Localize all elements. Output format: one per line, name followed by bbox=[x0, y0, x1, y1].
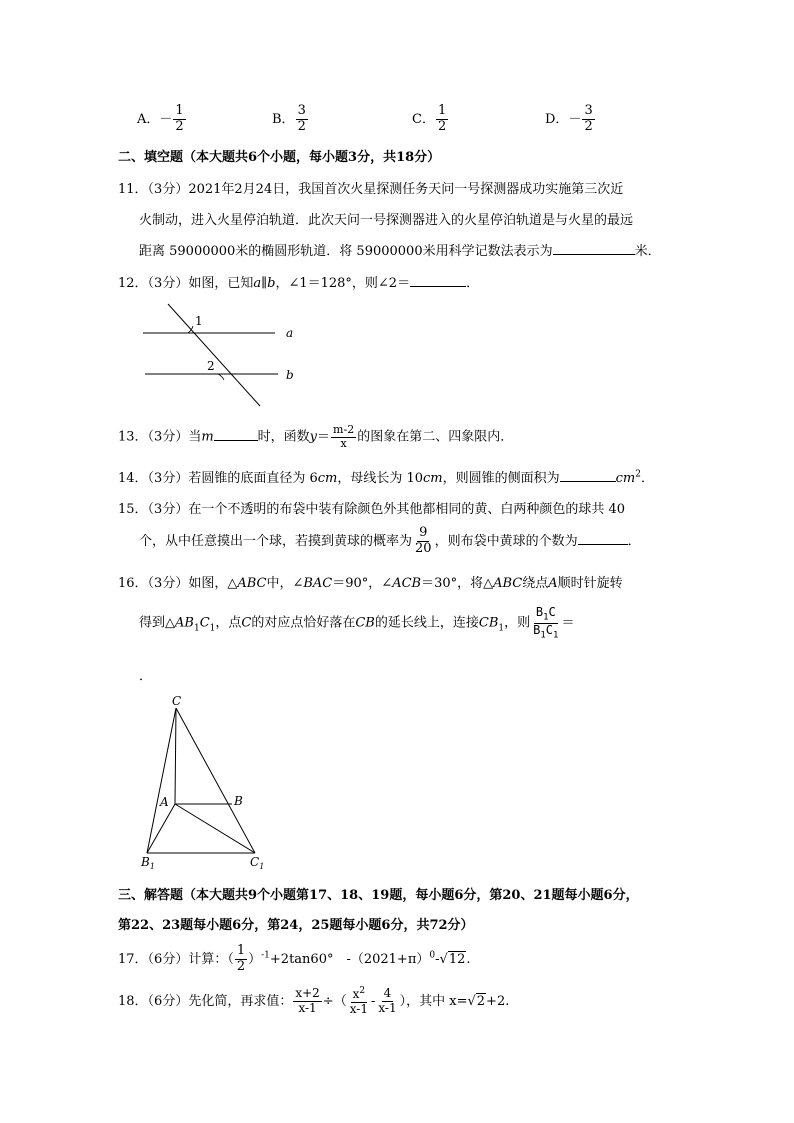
section3-title-line1: 三、解答题（本大题共9个小题第17、18、19题，每小题6分，第20、21题每小题6分， bbox=[118, 888, 639, 903]
fig12-label-2: 2 bbox=[207, 359, 215, 373]
seg-A-C1 bbox=[175, 804, 255, 853]
angle-2-arc bbox=[218, 374, 224, 380]
q14-answer-blank[interactable] bbox=[560, 469, 616, 482]
q13-answer-blank[interactable] bbox=[214, 428, 258, 441]
q18-text: 18．（6分）先化简，再求值： $\frac{x+2}{x-1}$ ÷（ $\frac{x^2}{x-1}$ - $\frac{4}{x-1}$ ），其中 x=√2+2. bbox=[118, 986, 510, 1016]
q13-text: 13．（3分）当m 时，函数y＝ $\frac{m-2}{x}$ 的图象在第二、四象限内． bbox=[118, 423, 514, 450]
q11-line1: 11．（3分）2021年2月24日，我国首次火星探测任务天问一号探测器成功实施第三次近 bbox=[118, 182, 624, 197]
seg-C-A bbox=[175, 708, 176, 804]
fig12-label-b: b bbox=[286, 368, 294, 382]
q10-option-c: C． $\frac{1}{2}$ bbox=[412, 103, 447, 134]
q16-line1: 16．（3分）如图，△ABC中，∠BAC＝90°，∠ACB＝30°，将△ABC绕点A顺时针旋转 bbox=[118, 576, 623, 591]
q17-text: 17．（6分）计算：（ $\frac{1}{2}$ ）$^{-1}$+2tan60° $-(2021+\pi)^0-√12$. bbox=[118, 943, 471, 974]
q10-option-a: A．－ $\frac{1}{2}$ bbox=[137, 103, 184, 134]
seg-C-B1 bbox=[147, 708, 176, 853]
q16-line3: ． bbox=[139, 669, 153, 684]
q15-line2: 个，从中任意摸出一个球，若摸到黄球的概率为 $\frac{9}{20}$ ，则布袋中黄球的个数为 ． bbox=[139, 525, 641, 556]
q12-answer-blank[interactable] bbox=[410, 274, 466, 287]
q11-line2: 火制动，进入火星停泊轨道．此次天问一号探测器进入的火星停泊轨道是与火星的最远 bbox=[139, 213, 634, 228]
q12-text: 12．（3分）如图，已知a∥b，∠1＝128°，则∠2＝ ． bbox=[118, 276, 480, 291]
fig16-label-B: B bbox=[234, 794, 243, 808]
q10-option-b: B． $\frac{3}{2}$ bbox=[272, 103, 306, 134]
q14-text: 14．（3分）若圆锥的底面直径为 6cm，母线长为 10cm，则圆锥的侧面积为 $cm^2$． bbox=[118, 469, 654, 486]
q10-option-d: D．－ $\frac{3}{2}$ bbox=[545, 103, 593, 134]
q16-line2: 得到$\triangle AB_1C_1$，点C的对应点恰好落在CB的延长线上，连接$CB_1$，则 $\frac{B_1C}{B_1C_1}$ ＝ bbox=[139, 605, 575, 641]
fig12-label-a: a bbox=[286, 326, 294, 340]
seg-A-B1 bbox=[147, 804, 175, 853]
q16-figure bbox=[138, 692, 278, 872]
seg-C-C1 bbox=[176, 708, 255, 853]
section2-title: 二、填空题（本大题共6个小题，每小题3分，共18分） bbox=[118, 150, 441, 165]
fig16-label-B1: $B_1$ bbox=[141, 855, 155, 871]
q11-answer-blank[interactable] bbox=[553, 242, 635, 255]
q11-line3: 距离 59000000米的椭圆形轨道．将 59000000米用科学记数法表示为 米． bbox=[139, 244, 661, 259]
q12-figure bbox=[140, 300, 310, 410]
section3-title-line2: 第22、23题每小题6分，第24，25题每小题6分，共72分） bbox=[118, 918, 474, 933]
fig16-label-A: A bbox=[160, 795, 169, 809]
q15-line1: 15．（3分）在一个不透明的布袋中装有除颜色外其他都相同的黄、白两种颜色的球共 40 bbox=[118, 502, 625, 517]
fig12-label-1: 1 bbox=[195, 314, 203, 328]
q15-answer-blank[interactable] bbox=[578, 532, 628, 545]
fig16-label-C1: $C_1$ bbox=[250, 855, 265, 871]
transversal bbox=[168, 304, 260, 406]
fig16-label-C: C bbox=[172, 694, 182, 708]
